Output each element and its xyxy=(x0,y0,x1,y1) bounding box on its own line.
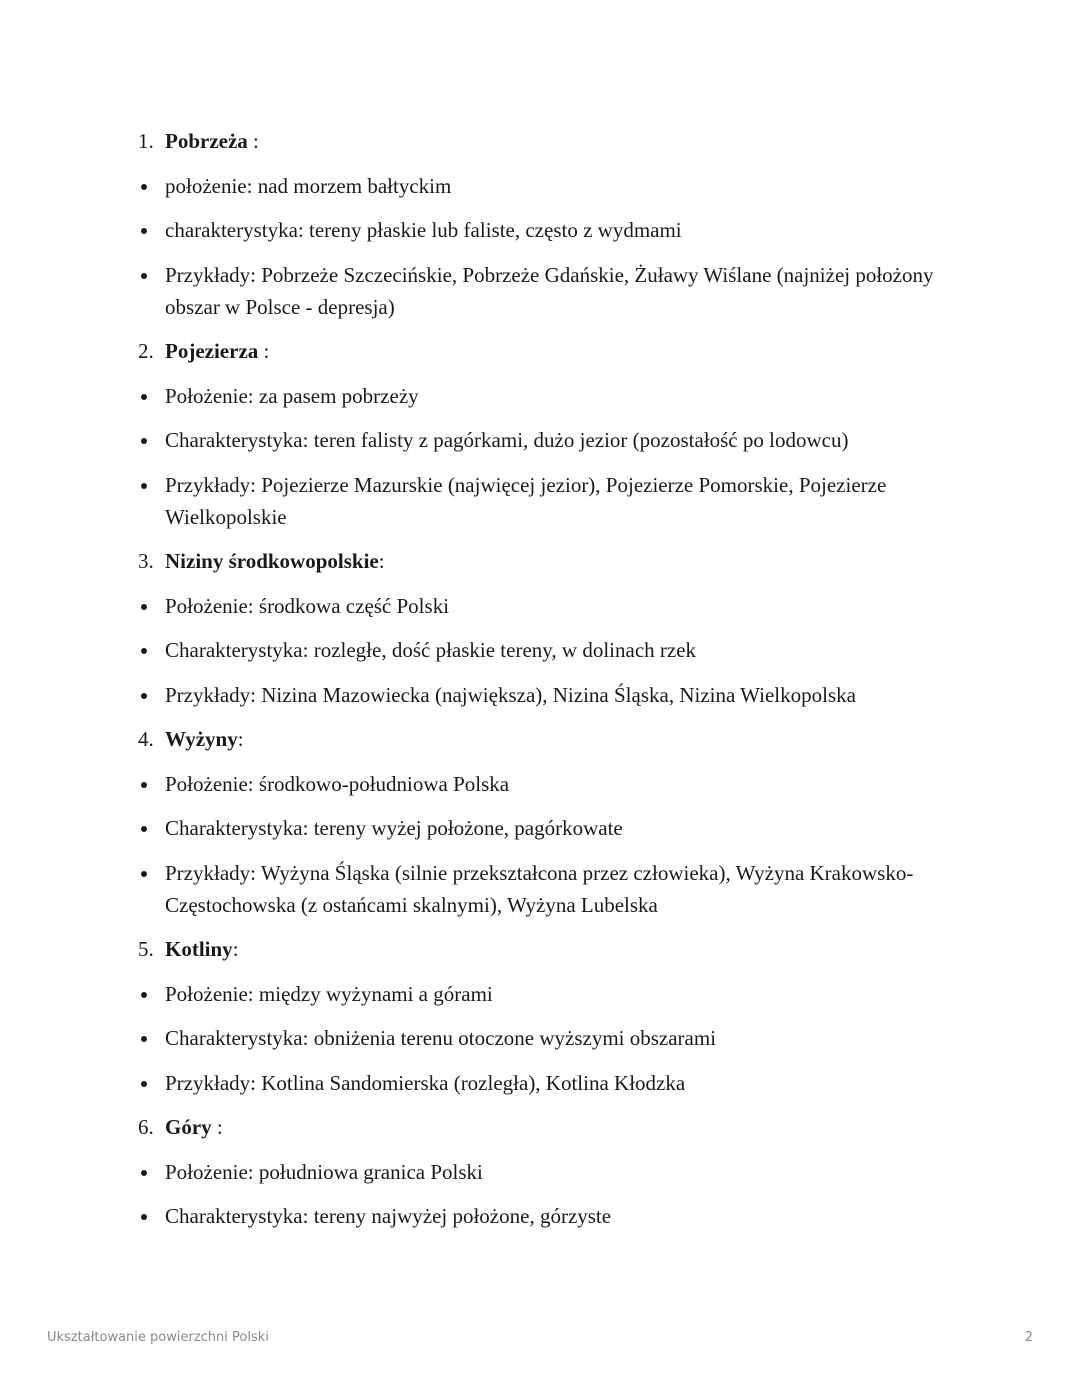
section-suffix: : xyxy=(211,1115,223,1139)
list-item: Położenie: południowa granica Polski xyxy=(0,1156,1080,1188)
section-title: Wyżyny xyxy=(165,727,238,751)
section-title: Kotliny xyxy=(165,937,233,961)
section-title: Pobrzeża xyxy=(165,129,248,153)
list-item: Położenie: środkowa część Polski xyxy=(0,590,1080,622)
list-item: Położenie: między wyżynami a górami xyxy=(0,978,1080,1010)
section-suffix: : xyxy=(247,129,259,153)
section-heading-text xyxy=(165,1111,223,1143)
list-item: Przykłady: Wyżyna Śląska (silnie przekształcona przez człowieka), Wyżyna Krakowsko-Częstochowska (z ostańcami skalnymi), Wyżyna Lubelska xyxy=(0,857,1080,921)
section-heading-text xyxy=(165,933,239,965)
list-item: Położenie: za pasem pobrzeży xyxy=(0,380,1080,412)
section-heading xyxy=(0,545,1080,577)
section-suffix: : xyxy=(258,339,270,363)
section-heading-text xyxy=(165,723,244,755)
section-number: 2. xyxy=(138,339,154,363)
list-item: Charakterystyka: tereny wyżej położone, pagórkowate xyxy=(0,812,1080,844)
list-item: Charakterystyka: teren falisty z pagórkami, dużo jezior (pozostałość po lodowcu) xyxy=(0,424,1080,456)
page-number: 2 xyxy=(1024,1330,1033,1345)
section-number: 6. xyxy=(138,1115,154,1139)
section-number: 1. xyxy=(138,129,154,153)
document-body xyxy=(0,125,1080,1245)
section-number: 3. xyxy=(138,549,154,573)
list-item: Przykłady: Pojezierze Mazurskie (najwięcej jezior), Pojezierze Pomorskie, Pojezierze Wielkopolskie xyxy=(0,469,1080,533)
section-title: Góry xyxy=(165,1115,212,1139)
section-heading-text xyxy=(165,335,269,367)
section-number: 5. xyxy=(138,937,154,961)
section-heading xyxy=(0,1111,1080,1143)
footer-document-title: Ukształtowanie powierzchni Polski xyxy=(47,1330,269,1345)
list-item: Przykłady: Nizina Mazowiecka (największa), Nizina Śląska, Nizina Wielkopolska xyxy=(0,679,1080,711)
section-suffix: : xyxy=(237,727,244,751)
list-item: położenie: nad morzem bałtyckim xyxy=(0,170,1080,202)
list-item: Charakterystyka: rozległe, dość płaskie tereny, w dolinach rzek xyxy=(0,634,1080,666)
list-item: Przykłady: Pobrzeże Szczecińskie, Pobrzeże Gdańskie, Żuławy Wiślane (najniżej położony obszar w Polsce - depresja) xyxy=(0,259,1080,323)
list-item: Przykłady: Kotlina Sandomierska (rozległa), Kotlina Kłodzka xyxy=(0,1067,1080,1099)
section-number: 4. xyxy=(138,727,154,751)
section-title: Niziny środkowopolskie xyxy=(165,549,379,573)
section-heading xyxy=(0,723,1080,755)
section-heading xyxy=(0,933,1080,965)
section-heading-text xyxy=(165,125,259,157)
section-heading-text xyxy=(165,545,385,577)
page-footer xyxy=(47,1330,1033,1350)
section-suffix: : xyxy=(232,937,239,961)
list-item: Charakterystyka: obniżenia terenu otoczone wyższymi obszarami xyxy=(0,1022,1080,1054)
list-item: Charakterystyka: tereny najwyżej położone, górzyste xyxy=(0,1200,1080,1232)
list-item: Położenie: środkowo-południowa Polska xyxy=(0,768,1080,800)
section-heading xyxy=(0,335,1080,367)
section-title: Pojezierza xyxy=(165,339,259,363)
list-item: charakterystyka: tereny płaskie lub faliste, często z wydmami xyxy=(0,214,1080,246)
section-heading xyxy=(0,125,1080,157)
section-suffix: : xyxy=(378,549,385,573)
